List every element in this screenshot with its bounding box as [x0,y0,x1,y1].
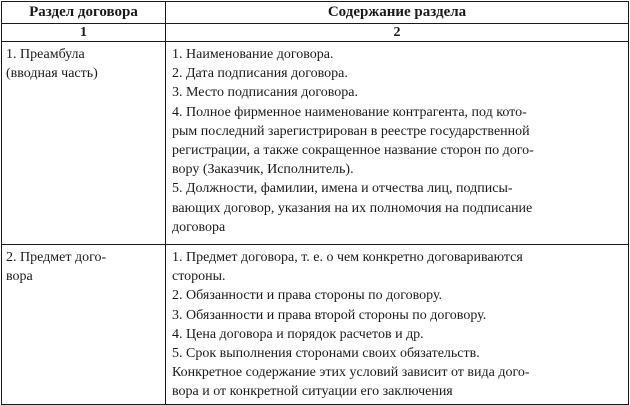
content-line: 5. Срок выполнения сторонами своих обязательств. [172,346,480,362]
content-line: стороны. [172,269,226,285]
content-line: 3. Место подписания договора. [172,85,358,101]
content-line: 2. Обязанности и права стороны по договору. [172,288,443,304]
content-line: 4. Цена договора и порядок расчетов и др. [172,326,424,342]
section-line: 1. Преамбула [6,47,85,62]
section-line: 2. Предмет дого- [6,250,107,265]
content-line: договора [172,219,226,235]
content-line: Конкретное содержание этих условий зависит от вида дого- [172,365,530,381]
content-line: 5. Должности, фамилии, имена и отчества лиц, подписы- [172,181,513,197]
section-line: (вводная часть) [6,66,98,82]
content-line: регистрации, а также сокращенное название сторон по дого- [172,143,534,159]
content-line: 4. Полное фирменное наименование контрагента, под кото- [172,104,527,120]
column-number-1: 1 [2,24,166,42]
contract-sections-table [1,1,629,405]
content-line: 2. Дата подписания договора. [172,66,348,82]
section-line: вора [6,269,33,285]
content-line: вора и от конкретной ситуации его заключения [172,384,453,400]
table-row [2,245,629,405]
content-line: рым последний зарегистрирован в реестре государственной [172,123,530,139]
content-line: 1. Наименование договора. [172,47,334,62]
table-row [2,42,629,245]
header-row [2,2,629,24]
section-cell [2,42,166,245]
column-number-row [2,24,629,42]
header-section: Раздел договора [2,2,166,24]
document-page [1,1,628,405]
content-cell [166,245,629,405]
content-line: 1. Предмет договора, т. е. о чем конкретно договариваются [172,250,523,265]
content-line: вающих договор, указания на их полномочия на подписание [172,200,533,216]
header-content: Содержание раздела [166,2,629,24]
content-line: 3. Обязанности и права второй стороны по договору. [172,307,487,323]
column-number-2: 2 [166,24,629,42]
section-cell [2,245,166,405]
content-cell [166,42,629,245]
content-line: вору (Заказчик, Исполнитель). [172,162,354,178]
